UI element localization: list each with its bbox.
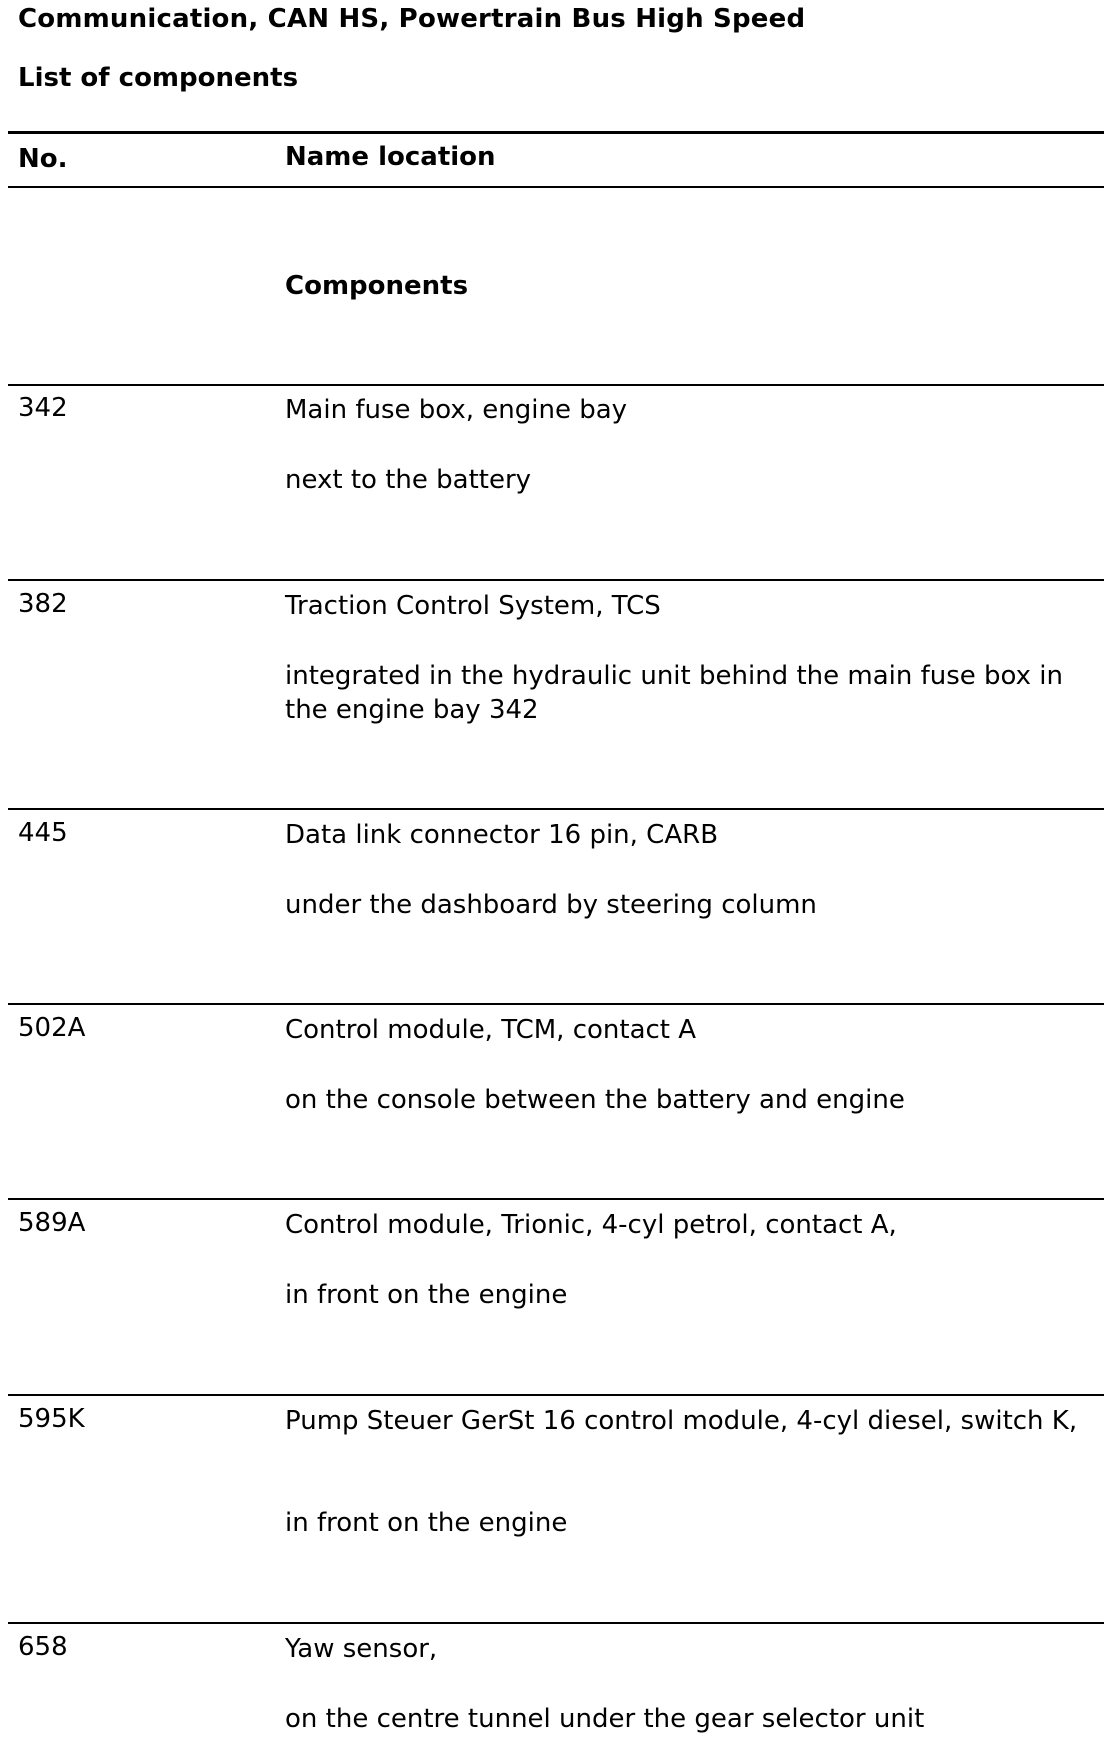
header-bottom-rule bbox=[8, 186, 1104, 188]
row-divider bbox=[8, 579, 1104, 581]
row-name: Main fuse box, engine bay bbox=[285, 395, 628, 425]
row-divider bbox=[8, 384, 1104, 386]
row-location: next to the battery bbox=[285, 465, 532, 495]
row-location: under the dashboard by steering column bbox=[285, 890, 817, 920]
header-no: No. bbox=[18, 144, 68, 174]
row-location: in front on the engine bbox=[285, 1280, 568, 1310]
row-divider bbox=[8, 1622, 1104, 1624]
row-number: 589A bbox=[18, 1208, 86, 1238]
row-location: on the centre tunnel under the gear selector unit bbox=[285, 1704, 925, 1734]
section-label-components: Components bbox=[285, 271, 469, 301]
row-location: integrated in the hydraulic unit behind the main fuse box in the engine bay 342 bbox=[285, 661, 1064, 725]
row-number: 658 bbox=[18, 1632, 68, 1662]
row-location: in front on the engine bbox=[285, 1508, 568, 1538]
row-number: 502A bbox=[18, 1013, 86, 1043]
row-divider bbox=[8, 1394, 1104, 1396]
row-divider bbox=[8, 808, 1104, 810]
row-name: Control module, TCM, contact A bbox=[285, 1015, 697, 1045]
row-number: 382 bbox=[18, 589, 68, 619]
row-number: 445 bbox=[18, 818, 68, 848]
row-divider bbox=[8, 1198, 1104, 1200]
row-name: Data link connector 16 pin, CARB bbox=[285, 820, 719, 850]
row-name: Traction Control System, TCS bbox=[285, 591, 661, 621]
row-divider bbox=[8, 1003, 1104, 1005]
row-number: 595K bbox=[18, 1404, 85, 1434]
document-title: Communication, CAN HS, Powertrain Bus High Speed bbox=[18, 4, 806, 34]
row-name: Pump Steuer GerSt 16 control module, 4-cyl diesel, switch K, bbox=[285, 1406, 1078, 1436]
header-name-location: Name location bbox=[285, 142, 496, 172]
row-location: on the console between the battery and engine bbox=[285, 1085, 905, 1115]
row-name: Control module, Trionic, 4-cyl petrol, contact A, bbox=[285, 1210, 897, 1240]
document-subtitle: List of components bbox=[18, 63, 299, 93]
row-number: 342 bbox=[18, 393, 68, 423]
row-name: Yaw sensor, bbox=[285, 1634, 438, 1664]
table-top-rule bbox=[8, 131, 1104, 134]
